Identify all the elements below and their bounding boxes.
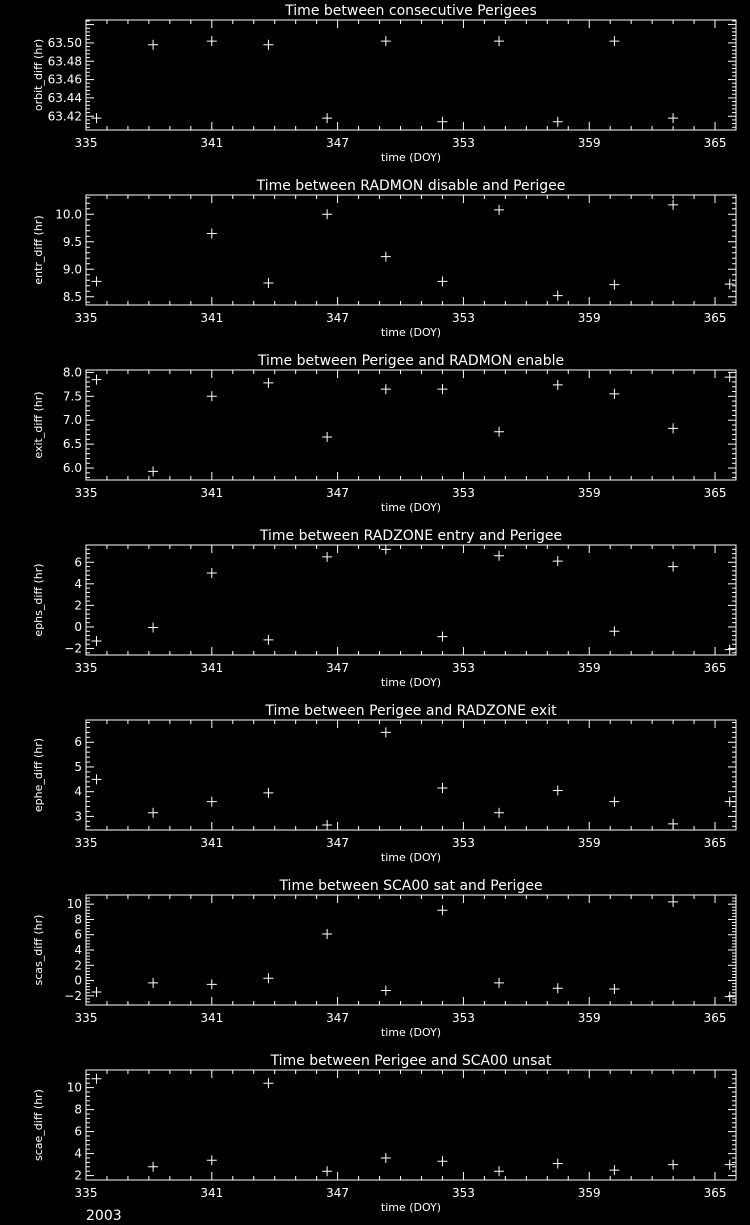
chart-title: Time between Perigee and RADZONE exit bbox=[265, 703, 557, 719]
y-tick-label: 7.0 bbox=[62, 413, 82, 428]
x-tick-label: 341 bbox=[200, 836, 224, 850]
data-point bbox=[553, 1159, 563, 1169]
chart-title: Time between RADZONE entry and Perigee bbox=[259, 528, 563, 544]
y-tick-label: 63.46 bbox=[47, 72, 82, 87]
y-tick-label: 9.0 bbox=[62, 262, 82, 277]
x-tick-label: 341 bbox=[200, 486, 224, 500]
data-point bbox=[609, 626, 619, 636]
data-point bbox=[494, 978, 504, 988]
plot-frame bbox=[86, 20, 736, 130]
data-point bbox=[322, 552, 332, 562]
x-tick-label: 365 bbox=[703, 1186, 727, 1200]
y-tick-label: 4 bbox=[74, 943, 82, 957]
y-tick-label: 2 bbox=[74, 1168, 82, 1183]
data-point bbox=[609, 1165, 619, 1175]
data-point bbox=[494, 551, 504, 561]
chart-title: Time between consecutive Perigees bbox=[285, 3, 537, 19]
y-axis-title: ephe_diff (hr) bbox=[32, 737, 45, 813]
x-tick-label: 347 bbox=[326, 661, 350, 675]
data-point bbox=[322, 432, 332, 442]
data-point bbox=[437, 1156, 447, 1166]
y-tick-label: 10 bbox=[66, 1080, 82, 1095]
data-point bbox=[609, 280, 619, 290]
x-tick-label: 347 bbox=[326, 311, 350, 325]
x-tick-label: 353 bbox=[451, 1186, 475, 1200]
data-point bbox=[437, 783, 447, 793]
y-axis-title: ephs_diff (hr) bbox=[32, 563, 45, 637]
y-tick-label: 6.0 bbox=[62, 461, 82, 476]
plot-frame bbox=[86, 545, 736, 655]
y-tick-label: 2 bbox=[74, 958, 82, 973]
y-tick-label: 10 bbox=[66, 897, 82, 912]
x-tick-label: 335 bbox=[74, 136, 98, 150]
data-point bbox=[263, 40, 273, 50]
chart-title: Time between Perigee and RADMON enable bbox=[257, 353, 565, 369]
data-point bbox=[553, 291, 563, 301]
data-point bbox=[207, 979, 217, 989]
x-tick-label: 359 bbox=[577, 1011, 601, 1025]
data-point bbox=[91, 774, 101, 784]
chart-title: Time between SCA00 sat and Perigee bbox=[279, 878, 543, 894]
x-tick-label: 347 bbox=[326, 1011, 350, 1025]
x-tick-label: 359 bbox=[577, 661, 601, 675]
data-point bbox=[263, 635, 273, 645]
data-point bbox=[381, 985, 391, 995]
chart-title: Time between RADMON disable and Perigee bbox=[256, 178, 566, 194]
plot-frame bbox=[86, 720, 736, 830]
data-point bbox=[263, 278, 273, 288]
data-point bbox=[91, 113, 101, 123]
data-point bbox=[207, 568, 217, 578]
data-point bbox=[668, 562, 678, 572]
data-point bbox=[91, 375, 101, 385]
x-tick-label: 347 bbox=[326, 1186, 350, 1200]
y-tick-label: 8.5 bbox=[62, 289, 82, 304]
x-tick-label: 335 bbox=[74, 1011, 98, 1025]
data-point bbox=[381, 252, 391, 262]
y-tick-label: 63.42 bbox=[47, 109, 82, 124]
x-tick-label: 341 bbox=[200, 661, 224, 675]
x-tick-label: 365 bbox=[703, 486, 727, 500]
data-point bbox=[91, 1074, 101, 1084]
y-tick-label: 4 bbox=[74, 576, 82, 591]
chart-panel bbox=[32, 703, 736, 864]
x-axis-title: time (DOY) bbox=[380, 1026, 442, 1039]
x-tick-label: 347 bbox=[326, 486, 350, 500]
data-point bbox=[725, 372, 735, 382]
x-tick-label: 341 bbox=[200, 311, 224, 325]
data-point bbox=[148, 466, 158, 476]
data-point bbox=[148, 40, 158, 50]
data-point bbox=[263, 788, 273, 798]
data-point bbox=[322, 1166, 332, 1176]
x-tick-label: 359 bbox=[577, 836, 601, 850]
data-point bbox=[494, 205, 504, 215]
x-tick-label: 359 bbox=[577, 136, 601, 150]
y-tick-label: 63.48 bbox=[47, 54, 82, 69]
y-tick-label: 8.0 bbox=[62, 365, 82, 380]
y-tick-label: 63.44 bbox=[47, 90, 82, 105]
x-tick-label: 353 bbox=[451, 136, 475, 150]
chart-panel bbox=[32, 353, 736, 514]
data-point bbox=[381, 727, 391, 737]
data-point bbox=[322, 113, 332, 123]
x-tick-label: 353 bbox=[451, 661, 475, 675]
chart-panel bbox=[32, 1053, 736, 1214]
data-point bbox=[91, 276, 101, 286]
y-tick-label: 4 bbox=[74, 784, 82, 799]
x-axis-title: time (DOY) bbox=[380, 326, 442, 339]
y-tick-label: 9.5 bbox=[62, 234, 82, 249]
chart-panel bbox=[32, 3, 736, 164]
x-tick-label: 341 bbox=[200, 1186, 224, 1200]
data-point bbox=[148, 978, 158, 988]
y-tick-label: 63.50 bbox=[47, 35, 82, 50]
x-axis-title: time (DOY) bbox=[380, 1201, 442, 1214]
data-point bbox=[148, 1162, 158, 1172]
y-tick-label: 6 bbox=[74, 1124, 82, 1139]
x-tick-label: 353 bbox=[451, 311, 475, 325]
x-tick-label: 341 bbox=[200, 136, 224, 150]
data-point bbox=[207, 797, 217, 807]
y-tick-label: 8 bbox=[74, 1102, 82, 1117]
data-point bbox=[437, 384, 447, 394]
y-tick-label: 5 bbox=[74, 759, 82, 774]
data-point bbox=[668, 819, 678, 829]
x-axis-title: time (DOY) bbox=[380, 851, 442, 864]
data-point bbox=[668, 423, 678, 433]
chart-title: Time between Perigee and SCA00 unsat bbox=[270, 1053, 552, 1069]
data-point bbox=[553, 556, 563, 566]
data-point bbox=[668, 1160, 678, 1170]
chart-panel bbox=[32, 878, 736, 1039]
x-tick-label: 353 bbox=[451, 836, 475, 850]
x-tick-label: 335 bbox=[74, 1186, 98, 1200]
x-axis-title: time (DOY) bbox=[380, 676, 442, 689]
x-tick-label: 335 bbox=[74, 836, 98, 850]
x-tick-label: 359 bbox=[577, 1186, 601, 1200]
x-tick-label: 365 bbox=[703, 136, 727, 150]
y-axis-title: entr_diff (hr) bbox=[32, 215, 45, 285]
x-tick-label: 335 bbox=[74, 486, 98, 500]
x-tick-label: 365 bbox=[703, 311, 727, 325]
data-point bbox=[494, 36, 504, 46]
data-point bbox=[494, 808, 504, 818]
data-point bbox=[322, 209, 332, 219]
x-tick-label: 335 bbox=[74, 311, 98, 325]
data-point bbox=[494, 1166, 504, 1176]
x-tick-label: 359 bbox=[577, 486, 601, 500]
y-tick-label: 6.5 bbox=[62, 437, 82, 452]
y-tick-label: 4 bbox=[74, 1146, 82, 1161]
data-point bbox=[437, 632, 447, 642]
data-point bbox=[207, 36, 217, 46]
data-point bbox=[381, 1153, 391, 1163]
x-tick-label: 365 bbox=[703, 661, 727, 675]
x-tick-label: 347 bbox=[326, 836, 350, 850]
data-point bbox=[553, 785, 563, 795]
data-point bbox=[437, 117, 447, 127]
x-tick-label: 365 bbox=[703, 836, 727, 850]
y-tick-label: −2 bbox=[64, 641, 82, 656]
data-point bbox=[553, 983, 563, 993]
y-tick-label: 0 bbox=[74, 973, 82, 988]
x-tick-label: 335 bbox=[74, 661, 98, 675]
x-axis-title: time (DOY) bbox=[380, 501, 442, 514]
y-tick-label: 6 bbox=[74, 927, 82, 942]
data-point bbox=[437, 905, 447, 915]
x-tick-label: 353 bbox=[451, 486, 475, 500]
chart-panel bbox=[32, 178, 736, 339]
x-tick-label: 341 bbox=[200, 1011, 224, 1025]
data-point bbox=[668, 200, 678, 210]
data-point bbox=[322, 929, 332, 939]
y-tick-label: 6 bbox=[74, 735, 82, 750]
data-point bbox=[725, 797, 735, 807]
data-point bbox=[494, 427, 504, 437]
x-axis-title: time (DOY) bbox=[380, 151, 442, 164]
data-point bbox=[207, 229, 217, 239]
data-point bbox=[263, 973, 273, 983]
plot-frame bbox=[86, 895, 736, 1005]
plot-frame bbox=[86, 195, 736, 305]
data-point bbox=[609, 36, 619, 46]
y-tick-label: 3 bbox=[74, 809, 82, 824]
x-tick-label: 365 bbox=[703, 1011, 727, 1025]
data-point bbox=[381, 36, 391, 46]
data-point bbox=[609, 797, 619, 807]
data-point bbox=[207, 1155, 217, 1165]
x-tick-label: 347 bbox=[326, 136, 350, 150]
data-point bbox=[148, 808, 158, 818]
y-tick-label: 2 bbox=[74, 598, 82, 613]
year-label: 2003 bbox=[86, 1208, 122, 1224]
y-tick-label: −2 bbox=[64, 988, 82, 1003]
data-point bbox=[553, 117, 563, 127]
data-point bbox=[553, 380, 563, 390]
data-point bbox=[609, 984, 619, 994]
x-tick-label: 359 bbox=[577, 311, 601, 325]
data-point bbox=[148, 623, 158, 633]
y-axis-title: orbit_diff (hr) bbox=[32, 38, 45, 112]
data-point bbox=[91, 636, 101, 646]
data-point bbox=[668, 897, 678, 907]
x-tick-label: 353 bbox=[451, 1011, 475, 1025]
y-axis-title: scas_diff (hr) bbox=[32, 914, 45, 986]
y-tick-label: 8 bbox=[74, 912, 82, 927]
data-point bbox=[207, 391, 217, 401]
data-point bbox=[263, 1078, 273, 1088]
y-axis-title: exit_diff (hr) bbox=[32, 391, 45, 459]
data-point bbox=[437, 276, 447, 286]
data-point bbox=[263, 378, 273, 388]
y-tick-label: 0 bbox=[74, 619, 82, 634]
y-tick-label: 10.0 bbox=[55, 207, 82, 222]
plot-frame bbox=[86, 370, 736, 480]
y-axis-title: scae_diff (hr) bbox=[32, 1089, 45, 1161]
data-point bbox=[668, 113, 678, 123]
data-point bbox=[381, 544, 391, 554]
y-tick-label: 7.5 bbox=[62, 389, 82, 404]
chart-panel bbox=[32, 528, 736, 689]
y-tick-label: 6 bbox=[74, 555, 82, 570]
plot-frame bbox=[86, 1070, 736, 1180]
data-point bbox=[725, 1160, 735, 1170]
data-point bbox=[381, 384, 391, 394]
data-point bbox=[322, 820, 332, 830]
data-point bbox=[609, 389, 619, 399]
